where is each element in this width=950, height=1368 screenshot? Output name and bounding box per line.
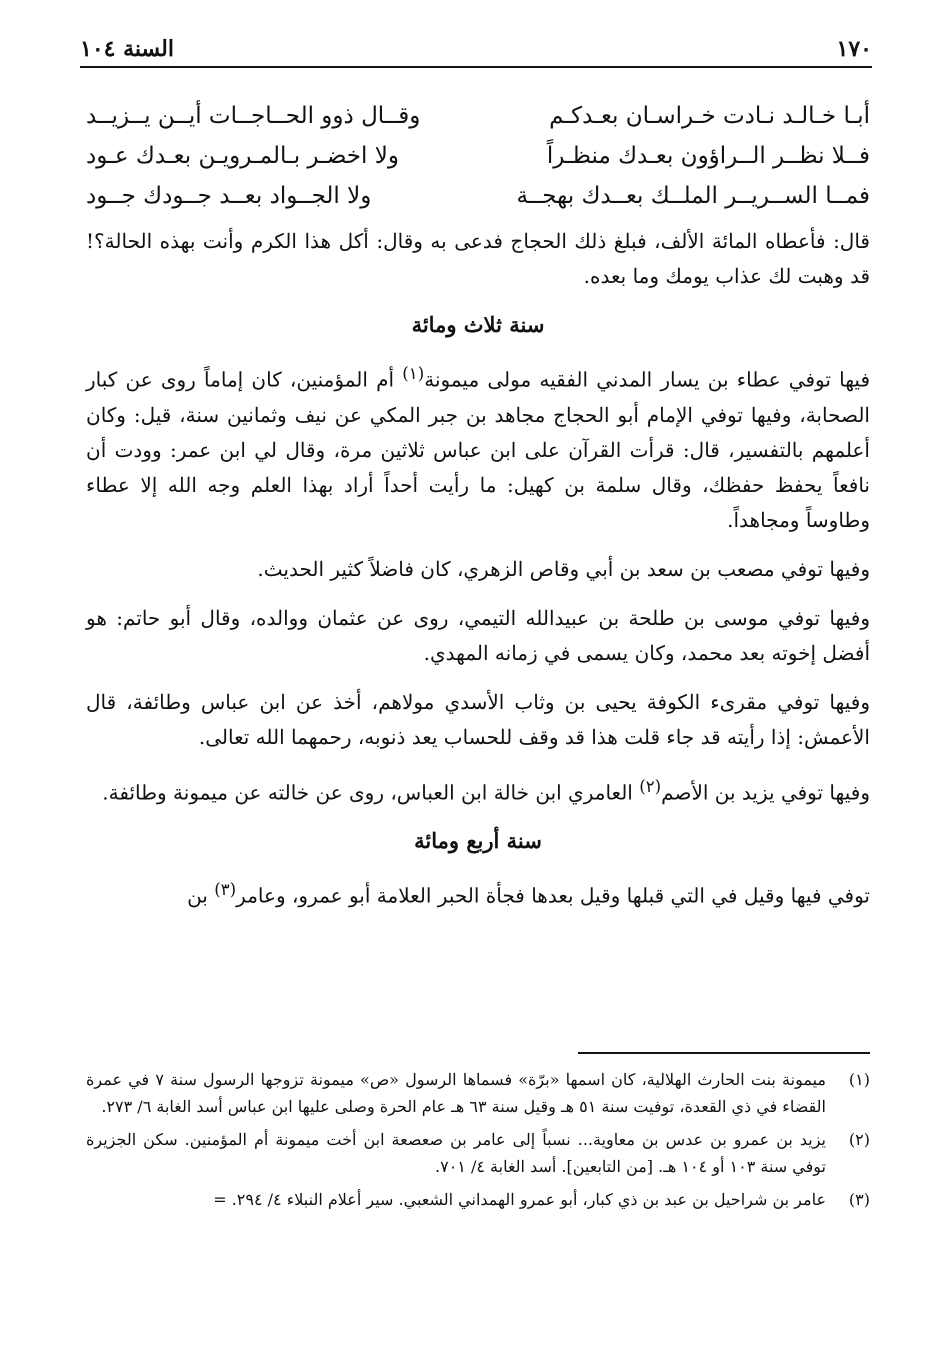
footnote-text: عامر بن شراحيل بن عبد بن ذي كبار، أبو عمرو الهمداني الشعبي. سير أعلام النبلاء ٤/ ٢٩٤. = [213,1190,826,1209]
paragraph: وفيها توفي مقرىء الكوفة يحيى بن وثاب الأسدي مولاهم، أخذ عن ابن عباس وطائفة، قال الأعمش: إذا رأيته قد جاء قلت هذا قد وقف للحساب يعد ذنوبه، رحمهما الله تعالى. [86,689,870,749]
paragraph [86,872,870,914]
footnote-number: (١) [848,1070,870,1089]
paragraph: قال: فأعطاه المائة الألف، فبلغ ذلك الحجاج فدعى به وقال: أكل هذا الكرم وأنت بهذه الحالة؟! قد وهبت لك عذاب يومك وما بعده. [86,229,870,288]
page-header [80,28,872,68]
paragraph-text: وفيها توفي يزيد بن الأصم [661,780,870,805]
section-heading: سنة ثلاث ومائة [411,312,545,337]
footnote [86,1066,870,1120]
paragraph: وفيها توفي مصعب بن سعد بن أبي وقاص الزهري، كان فاضلاً كثير الحديث. [257,556,870,581]
paragraph-text: أم المؤمنين، كان إماماً روى عن كبار الصحابة، وفيها توفي الإمام أبو الحجاج مجاهد بن جبر المكي عن نيف وثمانين سنة، قيل: وكان أعلمهم بالتفسير، قال: قرأت القرآن على ابن عباس ثلاثين مرة، وقال لي ابن عمر: وودت أن نافعاً يحفظ حفظك، وقال سلمة بن كهيل: ما رأيت أحداً أراد بهذا العلم وجه الله إلا عطاء وطاوساً ومجاهداً. [86,367,870,532]
paragraph-text: بن [187,883,215,908]
main-text [86,96,870,928]
running-title: السنة ١٠٤ [80,36,174,62]
paragraph-text: فيها توفي عطاء بن يسار المدني الفقيه مولى ميمونة [424,367,871,392]
footnote-number: (٢) [848,1130,870,1149]
verse-first-hemistich: أبـا خـالـد نـادت خـراسـان بعـدكـم [549,103,870,129]
page-number: ١٧٠ [836,36,872,62]
footnotes [86,1066,870,1219]
paragraph-text: العامري ابن خالة ابن العباس، روى عن خالته عن ميمونة وطائفة. [102,780,640,805]
footnote-divider [578,1052,870,1054]
paragraph-text: توفي فيها وقيل في التي قبلها وقيل بعدها فجأة الحبر العلامة أبو عمرو، وعامر [236,883,870,908]
verse-first-hemistich: فــلا نظــر الــراؤون بعـدك منظـراً [546,143,870,169]
poem-verse [86,136,870,176]
poem-verse [86,96,870,136]
verse-second-hemistich: ولا اخضـر بـالمـرويـن بعـدك عـود [86,143,399,169]
footnote [86,1186,870,1213]
paragraph: وفيها توفي موسى بن طلحة بن عبيدالله التيمي، روى عن عثمان ووالده، وقال أبو حاتم: هو أفضل إخوته بعد محمد، وكان يسمى في زمانه المهدي. [86,605,870,665]
footnote-text: ميمونة بنت الحارث الهلالية، كان اسمها «برّة» فسماها الرسول «ص» ميمونة تزوجها الرسول سنة ٧ في عمرة القضاء في ذي القعدة، توفيت سنة ٥١ هـ وقيل سنة ٦٣ هـ عام الحرة وصلى عليها ابن عباس أسد الغابة ٦/ ٢٧٣. [86,1070,826,1116]
verse-second-hemistich: وقــال ذوو الحــاجــات أيــن يــزيــد [86,103,421,129]
footnote-ref[interactable]: (٣) [214,880,237,900]
verse-second-hemistich: ولا الجــواد بعــد جــودك جــود [86,183,372,209]
footnote-number: (٣) [848,1190,870,1209]
section-heading: سنة أربع ومائة [414,828,542,854]
footnote [86,1126,870,1180]
verse-first-hemistich: فمــا الســريــر الملــك بعــدك بهجــة [516,183,870,209]
poem-verse [86,176,870,216]
footnote-ref[interactable]: (١) [402,364,425,383]
paragraph [86,769,870,811]
footnote-text: يزيد بن عمرو بن عدس بن معاوية... نسباً إلى عامر بن صعصعة ابن أخت ميمونة أم المؤمنين. سكن الجزيرة توفي سنة ١٠٣ أو ١٠٤ هـ. [من التابعين]. أسد الغابة ٤/ ٧٠١. [86,1130,826,1176]
paragraph [86,356,870,538]
footnote-ref[interactable]: (٢) [639,776,662,796]
